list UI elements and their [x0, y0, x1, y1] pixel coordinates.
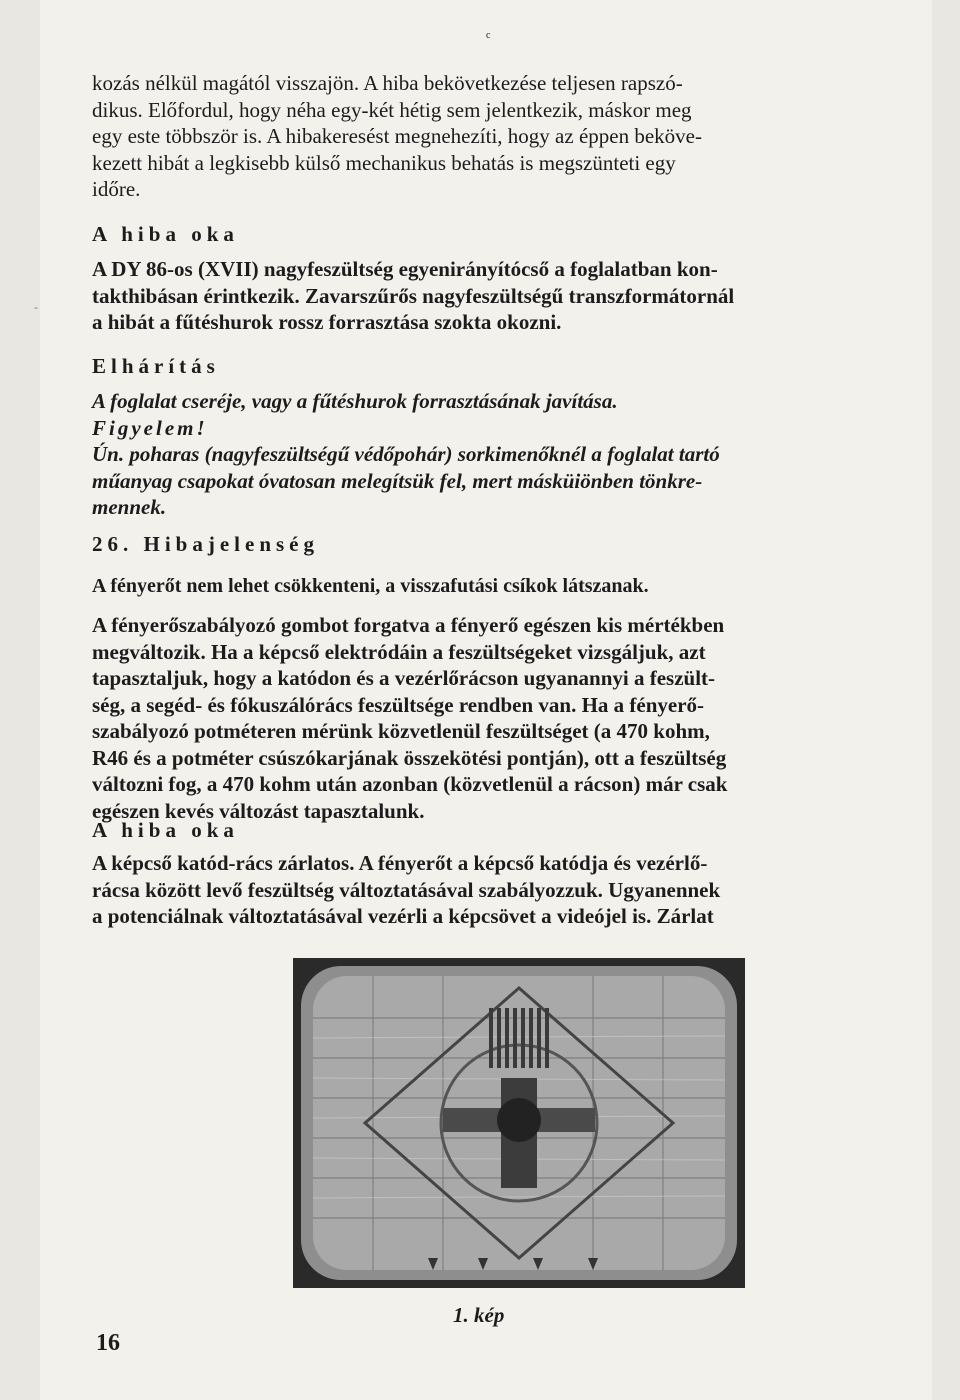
text-line: rácsa között levő feszültség változtatásával szabályozzuk. Ugyanennek: [92, 877, 721, 902]
text-line: szabályozó potméteren mérünk közvetlenül feszültséget (a 470 kohm,: [92, 719, 710, 743]
text-line: Ún. poharas (nagyfeszültségű védőpohár) sorkimenőknél a foglalat tartó: [92, 442, 720, 466]
cause-heading-1: A hiba oka: [92, 222, 239, 246]
text-line: egészen kevés változást tapasztalunk.: [92, 798, 425, 823]
text-line: A foglalat cseréje, vagy a fűtéshurok forrasztásának javítása.: [92, 389, 618, 413]
top-mark: c: [486, 30, 491, 41]
text-line: megváltozik. Ha a képcső elektródáin a feszültségeket vizsgáljuk, azt: [92, 639, 706, 664]
margin-mark: -: [34, 300, 38, 314]
tv-test-pattern-photo: [293, 958, 745, 1288]
page-number: 16: [96, 1330, 120, 1356]
fault-paragraph: [92, 612, 892, 824]
text-line: dikus. Előfordul, hogy néha egy-két hétig sem jelentkezik, máskor meg: [92, 97, 692, 122]
text-line: A fényerőszabályozó gombot forgatva a fényerő egészen kis mértékben: [92, 613, 725, 637]
intro-paragraph: [92, 70, 892, 203]
text-line: takthibásan érintkezik. Zavarszűrős nagyfeszültségű transzformátornál: [92, 283, 735, 308]
text-line: időre.: [92, 177, 141, 201]
text-line: a potenciálnak változtatásával vezérli a képcsövet a videójel is. Zárlat: [92, 904, 714, 928]
text-line: a hibát a fűtéshurok rossz forrasztása szokta okozni.: [92, 310, 562, 334]
cause-paragraph-2: [92, 850, 892, 930]
text-line: A DY 86-os (XVII) nagyfeszültség egyenirányítócső a foglalatban kon-: [92, 257, 718, 281]
remedy-paragraph: [92, 388, 892, 521]
attention-label: Figyelem!: [92, 415, 208, 440]
remedy-heading: Elhárítás: [92, 354, 220, 378]
text-line: A képcső katód-rács zárlatos. A fényerőt a képcső katódja és vezérlő-: [92, 851, 708, 875]
text-line: mennek.: [92, 495, 167, 519]
fault-heading: 26. Hibajelenség: [92, 532, 319, 556]
text-line: változni fog, a 470 kohm után azonban (közvetlenül a rácson) már csak: [92, 772, 728, 796]
text-line: kozás nélkül magától visszajön. A hiba bekövetkezése teljesen rapszó-: [92, 71, 683, 95]
text-line: tapasztaljuk, hogy a katódon és a vezérlőrácson ugyanannyi a feszült-: [92, 666, 716, 690]
text-line: ség, a segéd- és fókuszálórács feszültsége rendben van. Ha a fényerő-: [92, 692, 705, 717]
text-line: R46 és a potméter csúszókarjának összekötési pontján), ott a feszültség: [92, 745, 727, 770]
cause-heading-2: A hiba oka: [92, 818, 239, 842]
fault-subheading: A fényerőt nem lehet csökkenteni, a visszafutási csíkok látszanak.: [92, 575, 649, 597]
cause-paragraph-1: [92, 256, 892, 336]
text-line: egy este többször is. A hibakeresést megnehezíti, hogy az éppen beköve-: [92, 124, 702, 148]
figure-caption: 1. kép: [453, 1303, 505, 1327]
text-line: kezett hibát a legkisebb külső mechanikus behatás is megszünteti egy: [92, 150, 676, 175]
text-line: műanyag csapokat óvatosan melegítsük fel, mert másküiönben tönkre-: [92, 468, 703, 493]
